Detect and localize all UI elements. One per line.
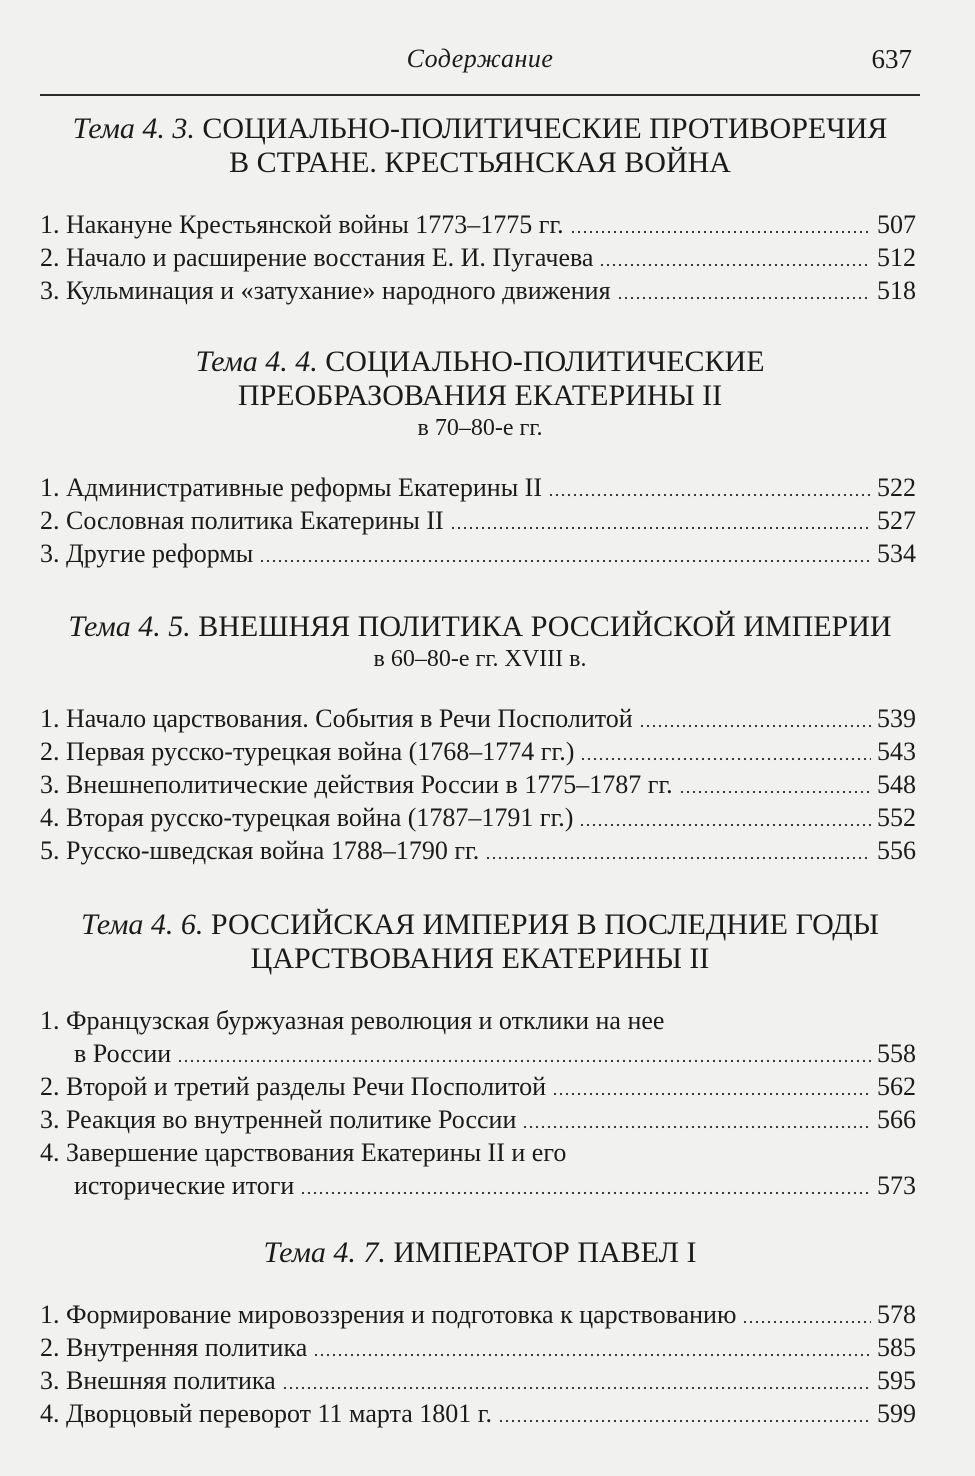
toc-entry-page: 595 [877,1366,916,1395]
theme-title-line [40,112,920,146]
toc-entry-page: 578 [877,1300,916,1329]
toc-entry-text: 3. Реакция во внутренней политике России [40,1105,517,1134]
toc-entry[interactable] [40,768,920,801]
page-number: 637 [871,44,912,74]
toc-entry-text: 3. Кульминация и «затухание» народного движения [40,276,611,305]
toc-entry-text: 5. Русско-шведская война 1788–1790 гг. [40,836,480,865]
toc-entry-text: 1. Формирование мировоззрения и подготовка к царствованию [40,1300,737,1329]
toc-entry-list [40,1298,920,1430]
dot-leader [679,790,871,794]
theme-label: Тема 4. 3. [72,112,195,145]
toc-entry[interactable] [40,1103,920,1136]
toc-section [40,112,920,307]
toc-entry[interactable] [40,1298,920,1331]
dot-leader [522,1125,871,1129]
toc-entry-first-line: 4. Завершение царствования Екатерины II и его [40,1138,567,1167]
toc-entry-text: 3. Внешняя политика [40,1366,276,1395]
toc-entry-page: 543 [877,737,916,766]
toc-entry-page: 548 [877,770,916,799]
theme-label: Тема 4. 7. [263,1236,386,1269]
theme-heading [40,908,920,976]
theme-heading [40,112,920,180]
theme-title: ЦАРСТВОВАНИЯ ЕКАТЕРИНЫ II [250,942,710,975]
toc-entry-page: 599 [877,1399,916,1428]
toc-entry[interactable] [40,1070,920,1103]
toc-entry-text: 2. Начало и расширение восстания Е. И. Пугачева [40,243,594,272]
dot-leader [580,757,871,761]
toc-entry[interactable] [40,735,920,768]
toc-entry-page: 552 [877,803,916,832]
toc-section [40,610,920,867]
dot-leader [570,230,871,234]
dot-leader [617,296,871,300]
toc-entry[interactable] [40,1136,920,1202]
toc-entry-page: 539 [877,704,916,733]
toc-entry-page: 558 [877,1039,916,1068]
dot-leader [599,263,871,267]
toc-entry-text: 2. Внутренняя политика [40,1333,308,1362]
toc-entry-page: 566 [877,1105,916,1134]
theme-heading [40,1236,920,1270]
toc-entry[interactable] [40,1004,920,1070]
toc-entry-list [40,702,920,867]
theme-label: Тема 4. 5. [68,610,191,643]
running-title: Содержание [406,44,554,73]
theme-title-line [40,379,920,413]
theme-title: ПРЕОБРАЗОВАНИЯ ЕКАТЕРИНЫ II [237,379,723,412]
toc-entry-page: 562 [877,1072,916,1101]
theme-title: СОЦИАЛЬНО-ПОЛИТИЧЕСКИЕ ПРОТИВОРЕЧИЯ [202,112,888,145]
theme-title-line [40,610,920,644]
theme-heading [40,610,920,674]
toc-entry-first-line: 1. Французская буржуазная революция и отклики на нее [40,1006,665,1035]
toc-entry-page: 585 [877,1333,916,1362]
theme-title: СОЦИАЛЬНО-ПОЛИТИЧЕСКИЕ [325,345,765,378]
theme-title-line [40,942,920,976]
dot-leader [300,1191,871,1195]
page-header [40,44,920,96]
toc-section [40,345,920,570]
theme-subtitle: в 60–80-е гг. XVIII в. [373,646,587,672]
toc-entry-page: 573 [877,1171,916,1200]
theme-title: РОССИЙСКАЯ ИМПЕРИЯ В ПОСЛЕДНИЕ ГОДЫ [210,908,879,941]
theme-title: ИМПЕРАТОР ПАВЕЛ I [393,1236,697,1269]
toc-entry-text: 1. Начало царствования. События в Речи Посполитой [40,704,633,733]
toc-entry-text: в России [74,1039,172,1068]
toc-entry-text: 4. Вторая русско-турецкая война (1787–1791 гг.) [40,803,574,832]
toc-entry[interactable] [40,241,920,274]
dot-leader [313,1353,871,1357]
dot-leader [639,724,871,728]
toc-entry[interactable] [40,1331,920,1364]
theme-label: Тема 4. 6. [81,908,204,941]
dot-leader [177,1059,871,1063]
theme-title-line [40,1236,920,1270]
toc-entry[interactable] [40,274,920,307]
toc-entry-text: 2. Сословная политика Екатерины II [40,506,444,535]
theme-label: Тема 4. 4. [195,345,318,378]
toc-section [40,908,920,1202]
dot-leader [450,526,871,530]
theme-title-line [40,146,920,180]
toc-entry-text: 3. Внешнеполитические действия России в 1775–1787 гг. [40,770,673,799]
toc-entry-text: 1. Административные реформы Екатерины II [40,473,542,502]
toc-entry-page: 518 [877,276,916,305]
toc-entry-text: 1. Накануне Крестьянской войны 1773–1775 гг. [40,210,564,239]
toc-entry-page: 556 [877,836,916,865]
toc-entry[interactable] [40,208,920,241]
toc-entry-text: исторические итоги [74,1171,295,1200]
theme-title: ВНЕШНЯЯ ПОЛИТИКА РОССИЙСКОЙ ИМПЕРИИ [198,610,892,643]
toc-entry-page: 512 [877,243,916,272]
toc-entry-page: 527 [877,506,916,535]
toc-entry[interactable] [40,1364,920,1397]
dot-leader [548,493,871,497]
toc-entry-text: 2. Второй и третий разделы Речи Посполитой [40,1072,547,1101]
toc-entry-list [40,1004,920,1202]
dot-leader [282,1386,871,1390]
toc-section [40,1236,920,1430]
dot-leader [742,1320,871,1324]
toc-entry-page: 522 [877,473,916,502]
toc-entry-text: 2. Первая русско-турецкая война (1768–1774 гг.) [40,737,575,766]
toc-entry-page: 534 [877,539,916,568]
toc-entry[interactable] [40,471,920,504]
toc-entry-list [40,471,920,570]
toc-entry[interactable] [40,702,920,735]
theme-heading [40,345,920,443]
toc-entry-text: 3. Другие реформы [40,539,254,568]
toc-entry-text: 4. Дворцовый переворот 11 марта 1801 г. [40,1399,492,1428]
toc-entry-list [40,208,920,307]
toc-entry[interactable] [40,537,920,570]
dot-leader [579,823,871,827]
theme-subtitle: в 70–80-е гг. [417,415,543,441]
theme-title: В СТРАНЕ. КРЕСТЬЯНСКАЯ ВОЙНА [229,146,731,179]
dot-leader [552,1092,871,1096]
theme-title-line [40,345,920,379]
dot-leader [498,1419,871,1423]
dot-leader [259,559,871,563]
dot-leader [485,856,871,860]
toc-entry[interactable] [40,504,920,537]
toc-entry-page: 507 [877,210,916,239]
toc-entry[interactable] [40,1397,920,1430]
toc-entry[interactable] [40,834,920,867]
theme-title-line [40,908,920,942]
toc-entry[interactable] [40,801,920,834]
